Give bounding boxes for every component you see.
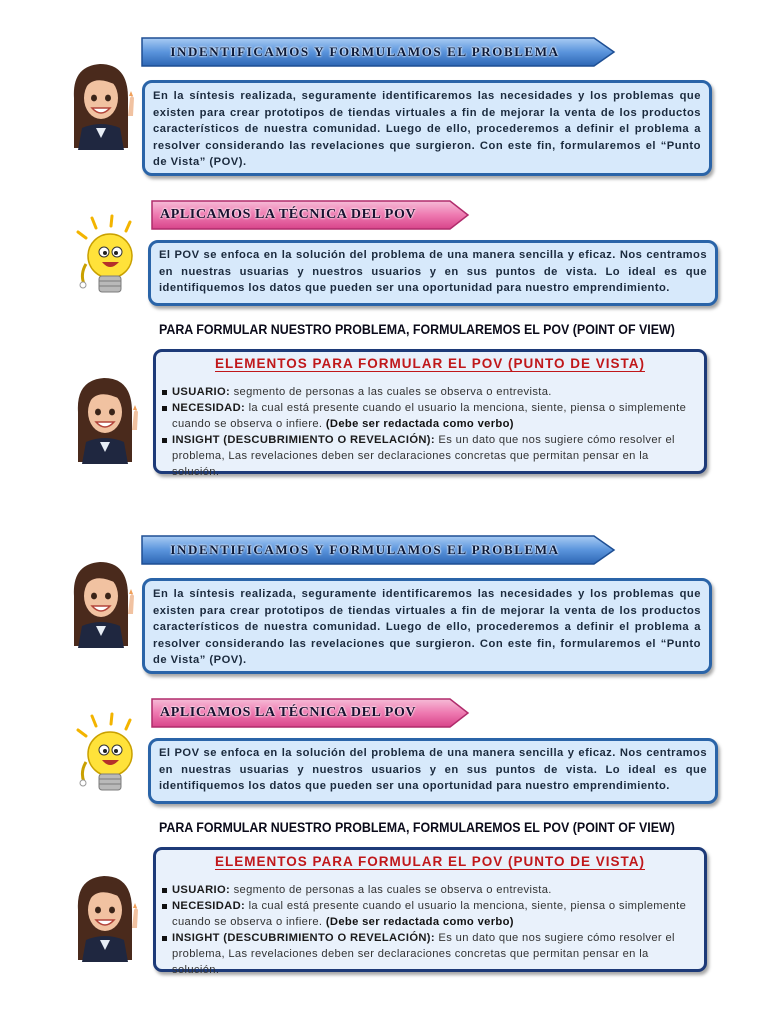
teacher-avatar-icon (62, 556, 142, 648)
problem-textbox (142, 578, 712, 674)
elements-box (153, 847, 707, 976)
problem-paragraph: En la síntesis realizada, seguramente identificaremos las necesidades y los problemas que existen para crear prototipos de tiendas virtuales a fin de mejorar la venta de los productos característicos de nuestra comunidad. Luego de ello, procederemos a definir el problema a resolver considerando las revelaciones que surgieron. Con este fin, formularemos el “Punto de Vista” (POV). (153, 588, 701, 666)
teacher-avatar-icon (62, 58, 142, 150)
list-item-insight (161, 432, 698, 480)
formula-subheading: PARA FORMULAR NUESTRO PROBLEMA, FORMULAREMOS EL POV (POINT OF VIEW) (159, 820, 675, 835)
item-text: Es un dato que nos sugiere cómo resolver el problema, Las revelaciones deben ser declaraciones concretas que permitan pensar en la solución. (172, 434, 675, 478)
pov-textbox (148, 240, 718, 306)
problem-paragraph: En la síntesis realizada, seguramente identificaremos las necesidades y los problemas que existen para crear prototipos de tiendas virtuales a fin de mejorar la venta de los productos característicos de nuestra comunidad. Luego de ello, procederemos a definir el problema a resolver considerando las revelaciones que surgieron. Con este fin, formularemos el “Punto de Vista” (POV). (153, 90, 701, 168)
elements-list (161, 882, 698, 978)
pov-textbox (148, 738, 718, 804)
elements-title-text: ELEMENTOS PARA FORMULAR EL POV (PUNTO DE VISTA) (214, 356, 646, 371)
pov-paragraph: El POV se enfoca en la solución del problema de una manera sencilla y eficaz. Nos centramos en nuestras usuarias y nuestros usuarios y en sus puntos de vista. Lo ideal es que identifiquemos los datos que pueden ser una oportunidad para nuestro emprendimiento. (159, 747, 707, 792)
worksheet-section (0, 0, 768, 478)
list-item-usuario (161, 384, 698, 400)
problem-banner-label: INDENTIFICAMOS Y FORMULAMOS EL PROBLEMA (170, 542, 560, 557)
item-label: INSIGHT (DESCUBRIMIENTO O REVELACIÓN): (172, 932, 435, 944)
worksheet-section (0, 498, 768, 976)
list-item-insight (161, 930, 698, 978)
elements-list (161, 384, 698, 480)
elements-title (156, 356, 704, 371)
item-label: NECESIDAD: (172, 402, 246, 414)
item-label: USUARIO: (172, 884, 231, 896)
item-text: segmento de personas a las cuales se observa o entrevista. (230, 884, 552, 896)
list-item-usuario (161, 882, 698, 898)
item-note: (Debe ser redactada como verbo) (325, 418, 514, 430)
pov-banner-label: APLICAMOS LA TÉCNICA DEL POV (160, 207, 417, 222)
lightbulb-mascot-icon (72, 214, 146, 306)
pov-banner-label: APLICAMOS LA TÉCNICA DEL POV (160, 705, 417, 720)
problem-banner (140, 535, 616, 565)
list-item-necesidad (161, 400, 698, 432)
formula-subheading: PARA FORMULAR NUESTRO PROBLEMA, FORMULAREMOS EL POV (POINT OF VIEW) (159, 322, 675, 337)
pov-paragraph: El POV se enfoca en la solución del problema de una manera sencilla y eficaz. Nos centramos en nuestras usuarias y nuestros usuarios y en sus puntos de vista. Lo ideal es que identifiquemos los datos que pueden ser una oportunidad para nuestro emprendimiento. (159, 249, 707, 294)
item-text: Es un dato que nos sugiere cómo resolver el problema, Las revelaciones deben ser declaraciones concretas que permitan pensar en la solución. (172, 932, 675, 976)
pov-banner (150, 698, 470, 728)
item-text: segmento de personas a las cuales se observa o entrevista. (230, 386, 552, 398)
problem-textbox (142, 80, 712, 176)
item-label: NECESIDAD: (172, 900, 246, 912)
elements-title (156, 854, 704, 869)
item-label: USUARIO: (172, 386, 231, 398)
lightbulb-mascot-icon (72, 712, 146, 804)
elements-title-text: ELEMENTOS PARA FORMULAR EL POV (PUNTO DE VISTA) (214, 854, 646, 869)
list-item-necesidad (161, 898, 698, 930)
item-note: (Debe ser redactada como verbo) (325, 916, 514, 928)
problem-banner (140, 37, 616, 67)
teacher-avatar-icon (66, 372, 146, 464)
pov-banner (150, 200, 470, 230)
teacher-avatar-icon (66, 870, 146, 962)
item-text: la cual está presente cuando el usuario la menciona, siente, piensa o simplemente cuando se observa o infiere. (172, 900, 687, 928)
problem-banner-label: INDENTIFICAMOS Y FORMULAMOS EL PROBLEMA (170, 44, 560, 59)
elements-box (153, 349, 707, 478)
item-text: la cual está presente cuando el usuario la menciona, siente, piensa o simplemente cuando se observa o infiere. (172, 402, 687, 430)
item-label: INSIGHT (DESCUBRIMIENTO O REVELACIÓN): (172, 434, 435, 446)
